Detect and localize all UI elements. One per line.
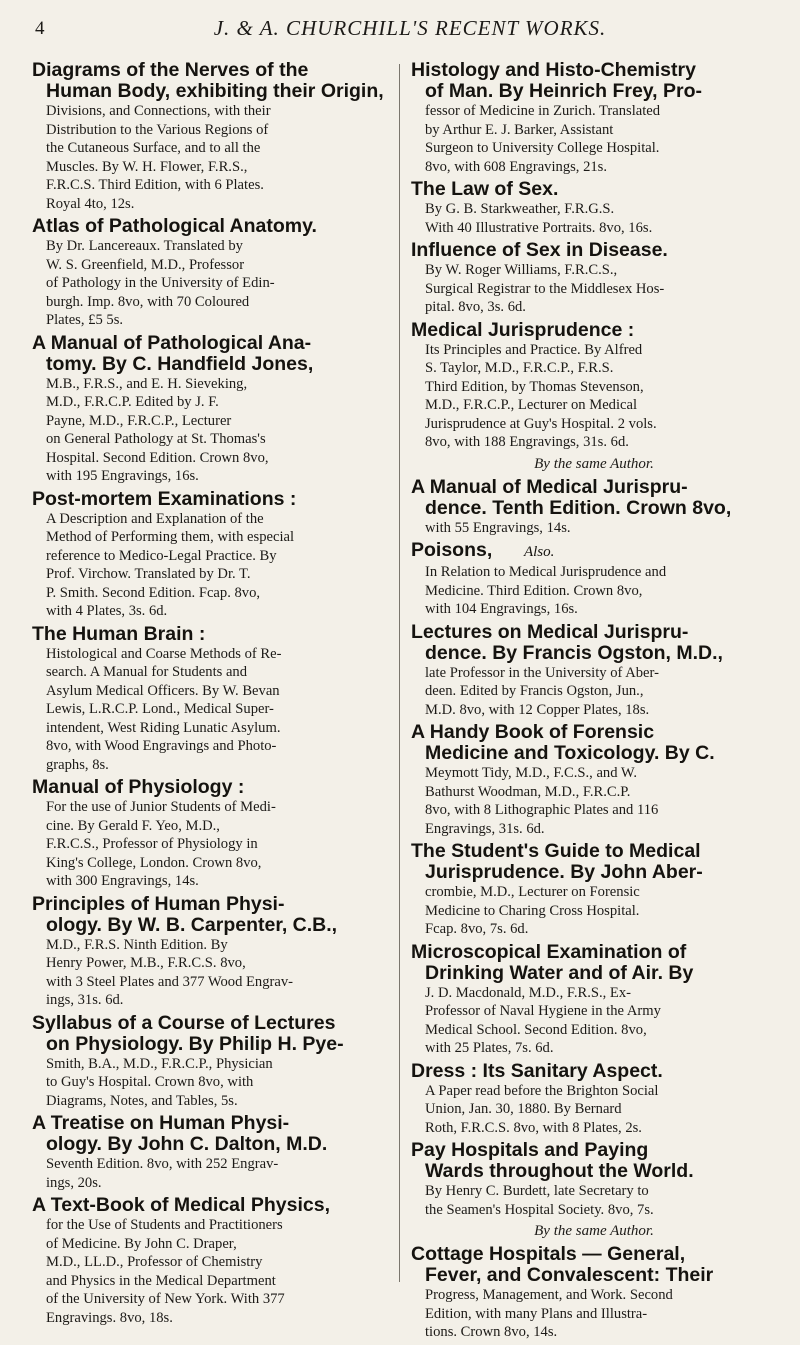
book-title-line: dence. Tenth Edition. Crown 8vo, xyxy=(425,496,732,519)
description-line: deen. Edited by Francis Ogston, Jun., xyxy=(425,683,644,699)
book-description xyxy=(411,883,777,939)
book-title xyxy=(32,333,398,375)
description-line: pital. 8vo, 3s. 6d. xyxy=(425,299,526,315)
description-line: Edition, with many Plans and Illustra- xyxy=(425,1305,648,1322)
description-line: crombie, M.D., Lecturer on Forensic xyxy=(425,884,640,900)
description-line: By Dr. Lancereaux. Translated by xyxy=(46,238,243,254)
book-title-line: Pay Hospitals and Paying xyxy=(411,1139,649,1161)
description-line: W. S. Greenfield, M.D., Professor xyxy=(46,256,245,273)
description-line: P. Smith. Second Edition. Fcap. 8vo, xyxy=(46,584,261,601)
description-line: Engravings, 31s. 6d. xyxy=(425,820,545,837)
book-description xyxy=(411,1182,777,1219)
description-line: With 40 Illustrative Portraits. 8vo, 16s. xyxy=(425,219,653,236)
book-title-line: Atlas of Pathological Anatomy. xyxy=(32,215,317,237)
description-line: Lewis, L.R.C.P. Lond., Medical Super- xyxy=(46,701,274,717)
book-entry xyxy=(411,1244,777,1342)
description-line: By Henry C. Burdett, late Secretary to xyxy=(425,1183,649,1199)
description-line: M.D. 8vo, with 12 Copper Plates, 18s. xyxy=(425,701,650,718)
description-line: Distribution to the Various Regions of xyxy=(46,121,269,138)
book-title xyxy=(32,1195,398,1216)
description-line: ings, 20s. xyxy=(46,1174,102,1191)
book-entry xyxy=(32,624,398,775)
section-byline: By the same Author. xyxy=(534,1223,654,1239)
book-title-note: Also. xyxy=(523,544,555,560)
description-line: Engravings. 8vo, 18s. xyxy=(46,1309,173,1326)
book-title-line: Histology and Histo-Chemistry xyxy=(411,59,696,81)
book-title-line: ology. By W. B. Carpenter, C.B., xyxy=(46,913,338,936)
book-description xyxy=(32,936,398,1010)
description-line: with 195 Engravings, 16s. xyxy=(46,468,199,484)
book-description xyxy=(32,1055,398,1111)
book-title-line: A Manual of Pathological Ana- xyxy=(32,331,312,354)
book-title xyxy=(411,1140,777,1182)
book-description xyxy=(411,102,777,176)
book-title xyxy=(411,722,777,764)
book-description xyxy=(32,645,398,775)
book-entry xyxy=(411,179,777,237)
book-entry xyxy=(411,320,777,452)
book-entry xyxy=(411,477,777,538)
book-title xyxy=(411,179,777,200)
description-line: and Physics in the Medical Department xyxy=(46,1272,276,1289)
description-line: Surgeon to University College Hospital. xyxy=(425,140,660,156)
book-title-line: Influence of Sex in Disease. xyxy=(411,239,668,261)
book-description xyxy=(411,341,777,452)
description-line: Meymott Tidy, M.D., F.C.S., and W. xyxy=(425,765,637,781)
book-title xyxy=(32,489,398,510)
description-line: ings, 31s. 6d. xyxy=(46,992,124,1008)
book-description xyxy=(32,102,398,213)
book-title-line: Dress : Its Sanitary Aspect. xyxy=(411,1059,663,1082)
description-line: by Arthur E. J. Barker, Assistant xyxy=(425,121,614,138)
book-description xyxy=(411,200,777,237)
description-line: F.R.C.S., Professor of Physiology in xyxy=(46,836,258,852)
description-line: M.D., F.R.C.P. Edited by J. F. xyxy=(46,394,219,410)
book-title xyxy=(32,624,398,645)
description-line: 8vo, with 8 Lithographic Plates and 116 xyxy=(425,802,659,818)
description-line: Surgical Registrar to the Middlesex Hos- xyxy=(425,280,665,297)
description-line: Seventh Edition. 8vo, with 252 Engrav- xyxy=(46,1156,279,1172)
running-title: J. & A. CHURCHILL'S RECENT WORKS. xyxy=(213,16,607,40)
description-line: search. A Manual for Students and xyxy=(46,664,248,680)
book-title-line: dence. By Francis Ogston, M.D., xyxy=(425,641,723,664)
description-line: the Cutaneous Surface, and to all the xyxy=(46,140,261,156)
book-title-line: tomy. By C. Handfield Jones, xyxy=(46,352,314,375)
book-title-line: Medical Jurisprudence : xyxy=(411,318,635,341)
description-line: Smith, B.A., M.D., F.R.C.P., Physician xyxy=(46,1055,273,1072)
description-line: In Relation to Medical Jurisprudence and xyxy=(425,564,667,580)
description-line: Diagrams, Notes, and Tables, 5s. xyxy=(46,1092,238,1109)
book-description xyxy=(411,664,777,720)
book-title-line: Manual of Physiology : xyxy=(32,776,245,798)
description-line: to Guy's Hospital. Crown 8vo, with xyxy=(46,1074,254,1090)
description-line: for the Use of Students and Practitioners xyxy=(46,1217,283,1233)
book-title xyxy=(32,894,398,936)
book-title-line: Microscopical Examination of xyxy=(411,940,687,963)
book-entry xyxy=(32,489,398,621)
book-entry xyxy=(411,1140,777,1219)
description-line: of the University of New York. With 377 xyxy=(46,1291,285,1307)
description-line: Divisions, and Connections, with their xyxy=(46,103,271,119)
description-line: Medicine to Charing Cross Hospital. xyxy=(425,902,640,919)
description-line: Plates, £5 5s. xyxy=(46,312,124,328)
description-line: By W. Roger Williams, F.R.C.S., xyxy=(425,262,618,278)
description-line: Histological and Coarse Methods of Re- xyxy=(46,645,282,662)
book-title-line: Lectures on Medical Jurispru- xyxy=(411,620,689,643)
book-title xyxy=(411,60,777,102)
book-entry xyxy=(411,622,777,720)
book-title-line: Syllabus of a Course of Lectures xyxy=(32,1011,336,1034)
book-entry xyxy=(32,1013,398,1111)
book-title-line: Cottage Hospitals — General, xyxy=(411,1243,686,1265)
book-title xyxy=(411,942,777,984)
description-line: Medical School. Second Edition. 8vo, xyxy=(425,1021,647,1038)
column-divider xyxy=(399,64,400,1282)
description-line: J. D. Macdonald, M.D., F.R.S., Ex- xyxy=(425,984,631,1001)
description-line: By G. B. Starkweather, F.R.G.S. xyxy=(425,201,615,217)
description-line: Hospital. Second Edition. Crown 8vo, xyxy=(46,449,269,466)
book-title-line: Jurisprudence. By John Aber- xyxy=(425,861,703,883)
description-line: Fcap. 8vo, 7s. 6d. xyxy=(425,921,529,937)
book-title xyxy=(32,777,398,798)
description-line: with 55 Engravings, 14s. xyxy=(425,519,571,536)
description-line: with 104 Engravings, 16s. xyxy=(425,601,578,617)
book-title-line: A Manual of Medical Jurispru- xyxy=(411,475,688,498)
book-title-line: Post-mortem Examinations : xyxy=(32,487,297,510)
book-description xyxy=(32,798,398,891)
book-title xyxy=(32,1013,398,1055)
description-line: 8vo, with 608 Engravings, 21s. xyxy=(425,158,608,175)
description-line: Jurisprudence at Guy's Hospital. 2 vols. xyxy=(425,415,657,432)
description-line: late Professor in the University of Aber- xyxy=(425,664,659,681)
book-description xyxy=(32,1216,398,1327)
description-line: M.D., F.R.S. Ninth Edition. By xyxy=(46,936,228,953)
book-entry xyxy=(411,240,777,317)
book-title-line: Wards throughout the World. xyxy=(425,1160,694,1182)
book-title-line: of Man. By Heinrich Frey, Pro- xyxy=(425,80,703,102)
book-title-line: ology. By John C. Dalton, M.D. xyxy=(46,1133,328,1155)
book-entry xyxy=(411,942,777,1058)
book-entry xyxy=(411,841,777,939)
book-title-line: Fever, and Convalescent: Their xyxy=(425,1264,714,1286)
description-line: For the use of Junior Students of Medi- xyxy=(46,799,276,815)
book-title-line: A Treatise on Human Physi- xyxy=(32,1112,290,1134)
book-title-line: The Student's Guide to Medical xyxy=(411,840,701,862)
book-description xyxy=(411,1082,777,1138)
description-line: Method of Performing them, with especial xyxy=(46,529,295,545)
description-line: F.R.C.S. Third Edition, with 6 Plates. xyxy=(46,177,264,193)
book-title-line: A Handy Book of Forensic xyxy=(411,721,655,743)
book-title xyxy=(32,60,398,102)
book-description xyxy=(411,519,777,538)
book-title xyxy=(411,320,777,341)
description-line: Bathurst Woodman, M.D., F.R.C.P. xyxy=(425,783,631,800)
description-line: Medicine. Third Edition. Crown 8vo, xyxy=(425,582,643,599)
description-line: Union, Jan. 30, 1880. By Bernard xyxy=(425,1101,622,1117)
description-line: King's College, London. Crown 8vo, xyxy=(46,854,262,871)
description-line: of Medicine. By John C. Draper, xyxy=(46,1235,237,1252)
book-entry xyxy=(32,1195,398,1327)
description-line: with 25 Plates, 7s. 6d. xyxy=(425,1040,554,1056)
book-title xyxy=(411,1061,777,1082)
book-entry xyxy=(411,1061,777,1138)
book-title-line: Drinking Water and of Air. By xyxy=(425,961,694,984)
description-line: with 300 Engravings, 14s. xyxy=(46,873,199,889)
description-line: Third Edition, by Thomas Stevenson, xyxy=(425,378,644,395)
description-line: with 4 Plates, 3s. 6d. xyxy=(46,603,168,619)
description-line: burgh. Imp. 8vo, with 70 Coloured xyxy=(46,293,250,310)
book-description xyxy=(411,764,777,838)
description-line: reference to Medico-Legal Practice. By xyxy=(46,547,277,564)
description-line: cine. By Gerald F. Yeo, M.D., xyxy=(46,817,220,834)
description-line: Professor of Naval Hygiene in the Army xyxy=(425,1003,661,1019)
book-title-text: Poisons, xyxy=(411,539,493,561)
description-line: intendent, West Riding Lunatic Asylum. xyxy=(46,719,281,736)
book-description xyxy=(411,261,777,317)
description-line: Roth, F.R.C.S. 8vo, with 8 Plates, 2s. xyxy=(425,1119,642,1136)
description-line: of Pathology in the University of Edin- xyxy=(46,275,275,291)
book-title-line: on Physiology. By Philip H. Pye- xyxy=(46,1032,344,1055)
book-description xyxy=(411,1286,777,1342)
book-description xyxy=(411,984,777,1058)
book-description xyxy=(32,237,398,330)
description-line: M.B., F.R.S., and E. H. Sieveking, xyxy=(46,375,248,392)
book-title-line: A Text-Book of Medical Physics, xyxy=(32,1194,330,1216)
book-title-line: Diagrams of the Nerves of the xyxy=(32,59,309,81)
book-title xyxy=(411,240,777,261)
book-description xyxy=(32,510,398,621)
book-title-line: Medicine and Toxicology. By C. xyxy=(425,742,715,764)
book-entry xyxy=(32,1113,398,1192)
description-line: with 3 Steel Plates and 377 Wood Engrav- xyxy=(46,973,294,990)
book-entry xyxy=(32,60,398,213)
book-entry xyxy=(411,722,777,838)
book-title-line: Human Body, exhibiting their Origin, xyxy=(46,80,384,102)
description-line: tions. Crown 8vo, 14s. xyxy=(425,1324,558,1340)
description-line: Muscles. By W. H. Flower, F.R.S., xyxy=(46,158,248,175)
description-line: on General Pathology at St. Thomas's xyxy=(46,431,266,447)
book-title xyxy=(411,622,777,664)
book-title-line: The Human Brain : xyxy=(32,622,206,645)
book-entry xyxy=(411,60,777,176)
description-line: graphs, 8s. xyxy=(46,756,109,773)
description-line: fessor of Medicine in Zurich. Translated xyxy=(425,103,661,119)
book-title xyxy=(411,540,777,563)
description-line: Henry Power, M.B., F.R.C.S. 8vo, xyxy=(46,955,246,971)
section-byline: By the same Author. xyxy=(534,455,654,472)
description-line: 8vo, with 188 Engravings, 31s. 6d. xyxy=(425,434,629,450)
book-entry xyxy=(32,777,398,891)
description-line: Progress, Management, and Work. Second xyxy=(425,1287,673,1303)
book-title xyxy=(411,841,777,883)
page-header xyxy=(0,0,800,50)
book-description xyxy=(32,375,398,486)
description-line: M.D., F.R.C.P., Lecturer on Medical xyxy=(425,397,638,413)
book-entry xyxy=(32,894,398,1010)
description-line: A Paper read before the Brighton Social xyxy=(425,1082,659,1099)
book-entry xyxy=(411,540,777,619)
book-entry xyxy=(32,333,398,486)
description-line: 8vo, with Wood Engravings and Photo- xyxy=(46,738,277,754)
description-line: A Description and Explanation of the xyxy=(46,510,264,527)
description-line: the Seamen's Hospital Society. 8vo, 7s. xyxy=(425,1201,654,1218)
description-line: Prof. Virchow. Translated by Dr. T. xyxy=(46,566,251,582)
book-title xyxy=(32,216,398,237)
book-entry xyxy=(32,216,398,330)
right-column xyxy=(411,60,777,1345)
book-title xyxy=(411,1244,777,1286)
description-line: M.D., LL.D., Professor of Chemistry xyxy=(46,1254,263,1270)
book-title xyxy=(411,477,777,519)
book-title xyxy=(32,1113,398,1155)
book-title-line: The Law of Sex. xyxy=(411,178,559,200)
book-title-row xyxy=(411,540,777,563)
description-line: Payne, M.D., F.R.C.P., Lecturer xyxy=(46,412,232,429)
description-line: Its Principles and Practice. By Alfred xyxy=(425,341,643,358)
book-description xyxy=(411,563,777,619)
book-description xyxy=(32,1155,398,1192)
description-line: Royal 4to, 12s. xyxy=(46,195,135,212)
book-title-line: Principles of Human Physi- xyxy=(32,892,285,915)
left-column xyxy=(32,60,398,1330)
description-line: S. Taylor, M.D., F.R.C.P., F.R.S. xyxy=(425,360,614,376)
description-line: Asylum Medical Officers. By W. Bevan xyxy=(46,682,280,699)
page-number: 4 xyxy=(35,18,45,39)
